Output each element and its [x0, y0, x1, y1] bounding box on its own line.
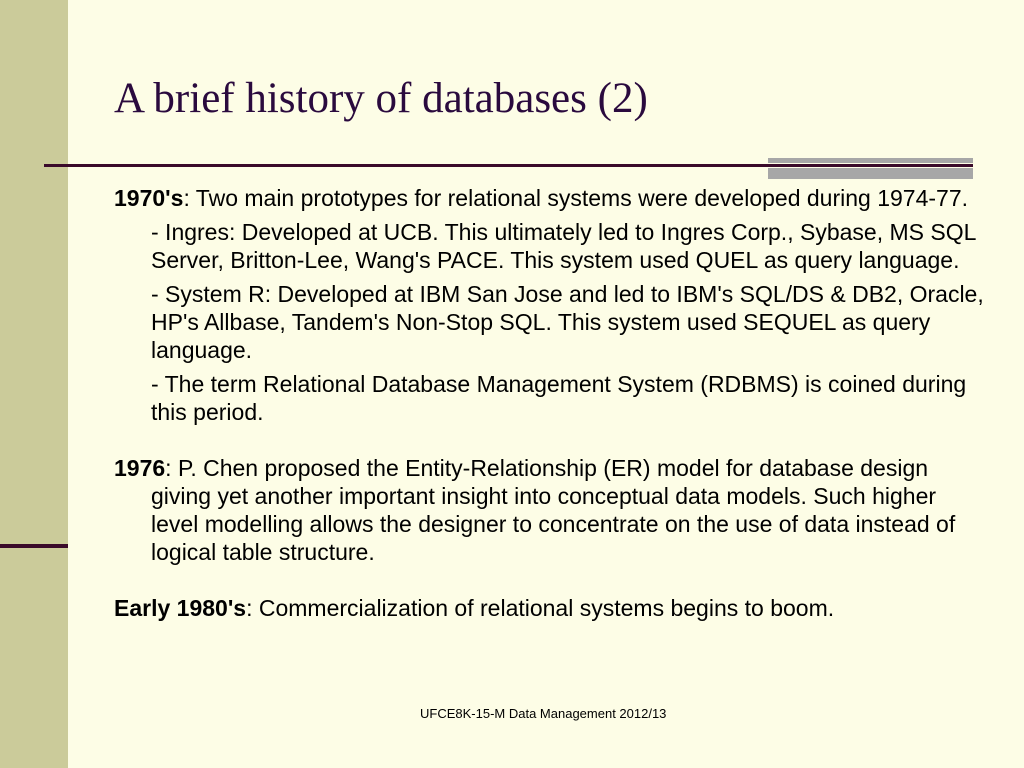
section-1970s: [114, 184, 984, 212]
spacer: [114, 426, 984, 454]
bullet-rdbms-term: - The term Relational Database Management System (RDBMS) is coined during this period.: [151, 371, 967, 425]
section-text: : Commercialization of relational systems begins to boom.: [246, 595, 835, 621]
section-label: 1976: [114, 455, 166, 481]
slide-title: A brief history of databases (2): [114, 75, 648, 122]
section-text: : Two main prototypes for relational systems were developed during 1974-77.: [183, 185, 968, 211]
left-band-rule: [0, 544, 68, 548]
slide-footer: UFCE8K-15-M Data Management 2012/13: [420, 706, 667, 721]
section-label: 1970's: [114, 185, 184, 211]
bullet-ingres: - Ingres: Developed at UCB. This ultimately led to Ingres Corp., Sybase, MS SQL Server, Britton-Lee, Wang's PACE. This system used QUEL as query language.: [151, 219, 976, 273]
title-rule-accent-bottom: [768, 168, 973, 179]
spacer: [114, 566, 984, 594]
section-early-1980s: [114, 594, 984, 622]
section-1976: [114, 454, 984, 566]
slide-body: [114, 184, 984, 622]
left-decorative-band: [0, 0, 68, 768]
section-label: Early 1980's: [114, 595, 247, 621]
title-divider: [44, 164, 973, 167]
title-rule-accent-top: [768, 158, 973, 163]
section-text: : P. Chen proposed the Entity-Relationship (ER) model for database design giving yet another important insight into conceptual data models. Such higher level modelling allows the designer to concentrate on the use of data instead of logical table structure.: [151, 455, 956, 565]
bullet-system-r: - System R: Developed at IBM San Jose and led to IBM's SQL/DS & DB2, Oracle, HP's Allbase, Tandem's Non-Stop SQL. This system used SEQUEL as query language.: [151, 281, 984, 363]
